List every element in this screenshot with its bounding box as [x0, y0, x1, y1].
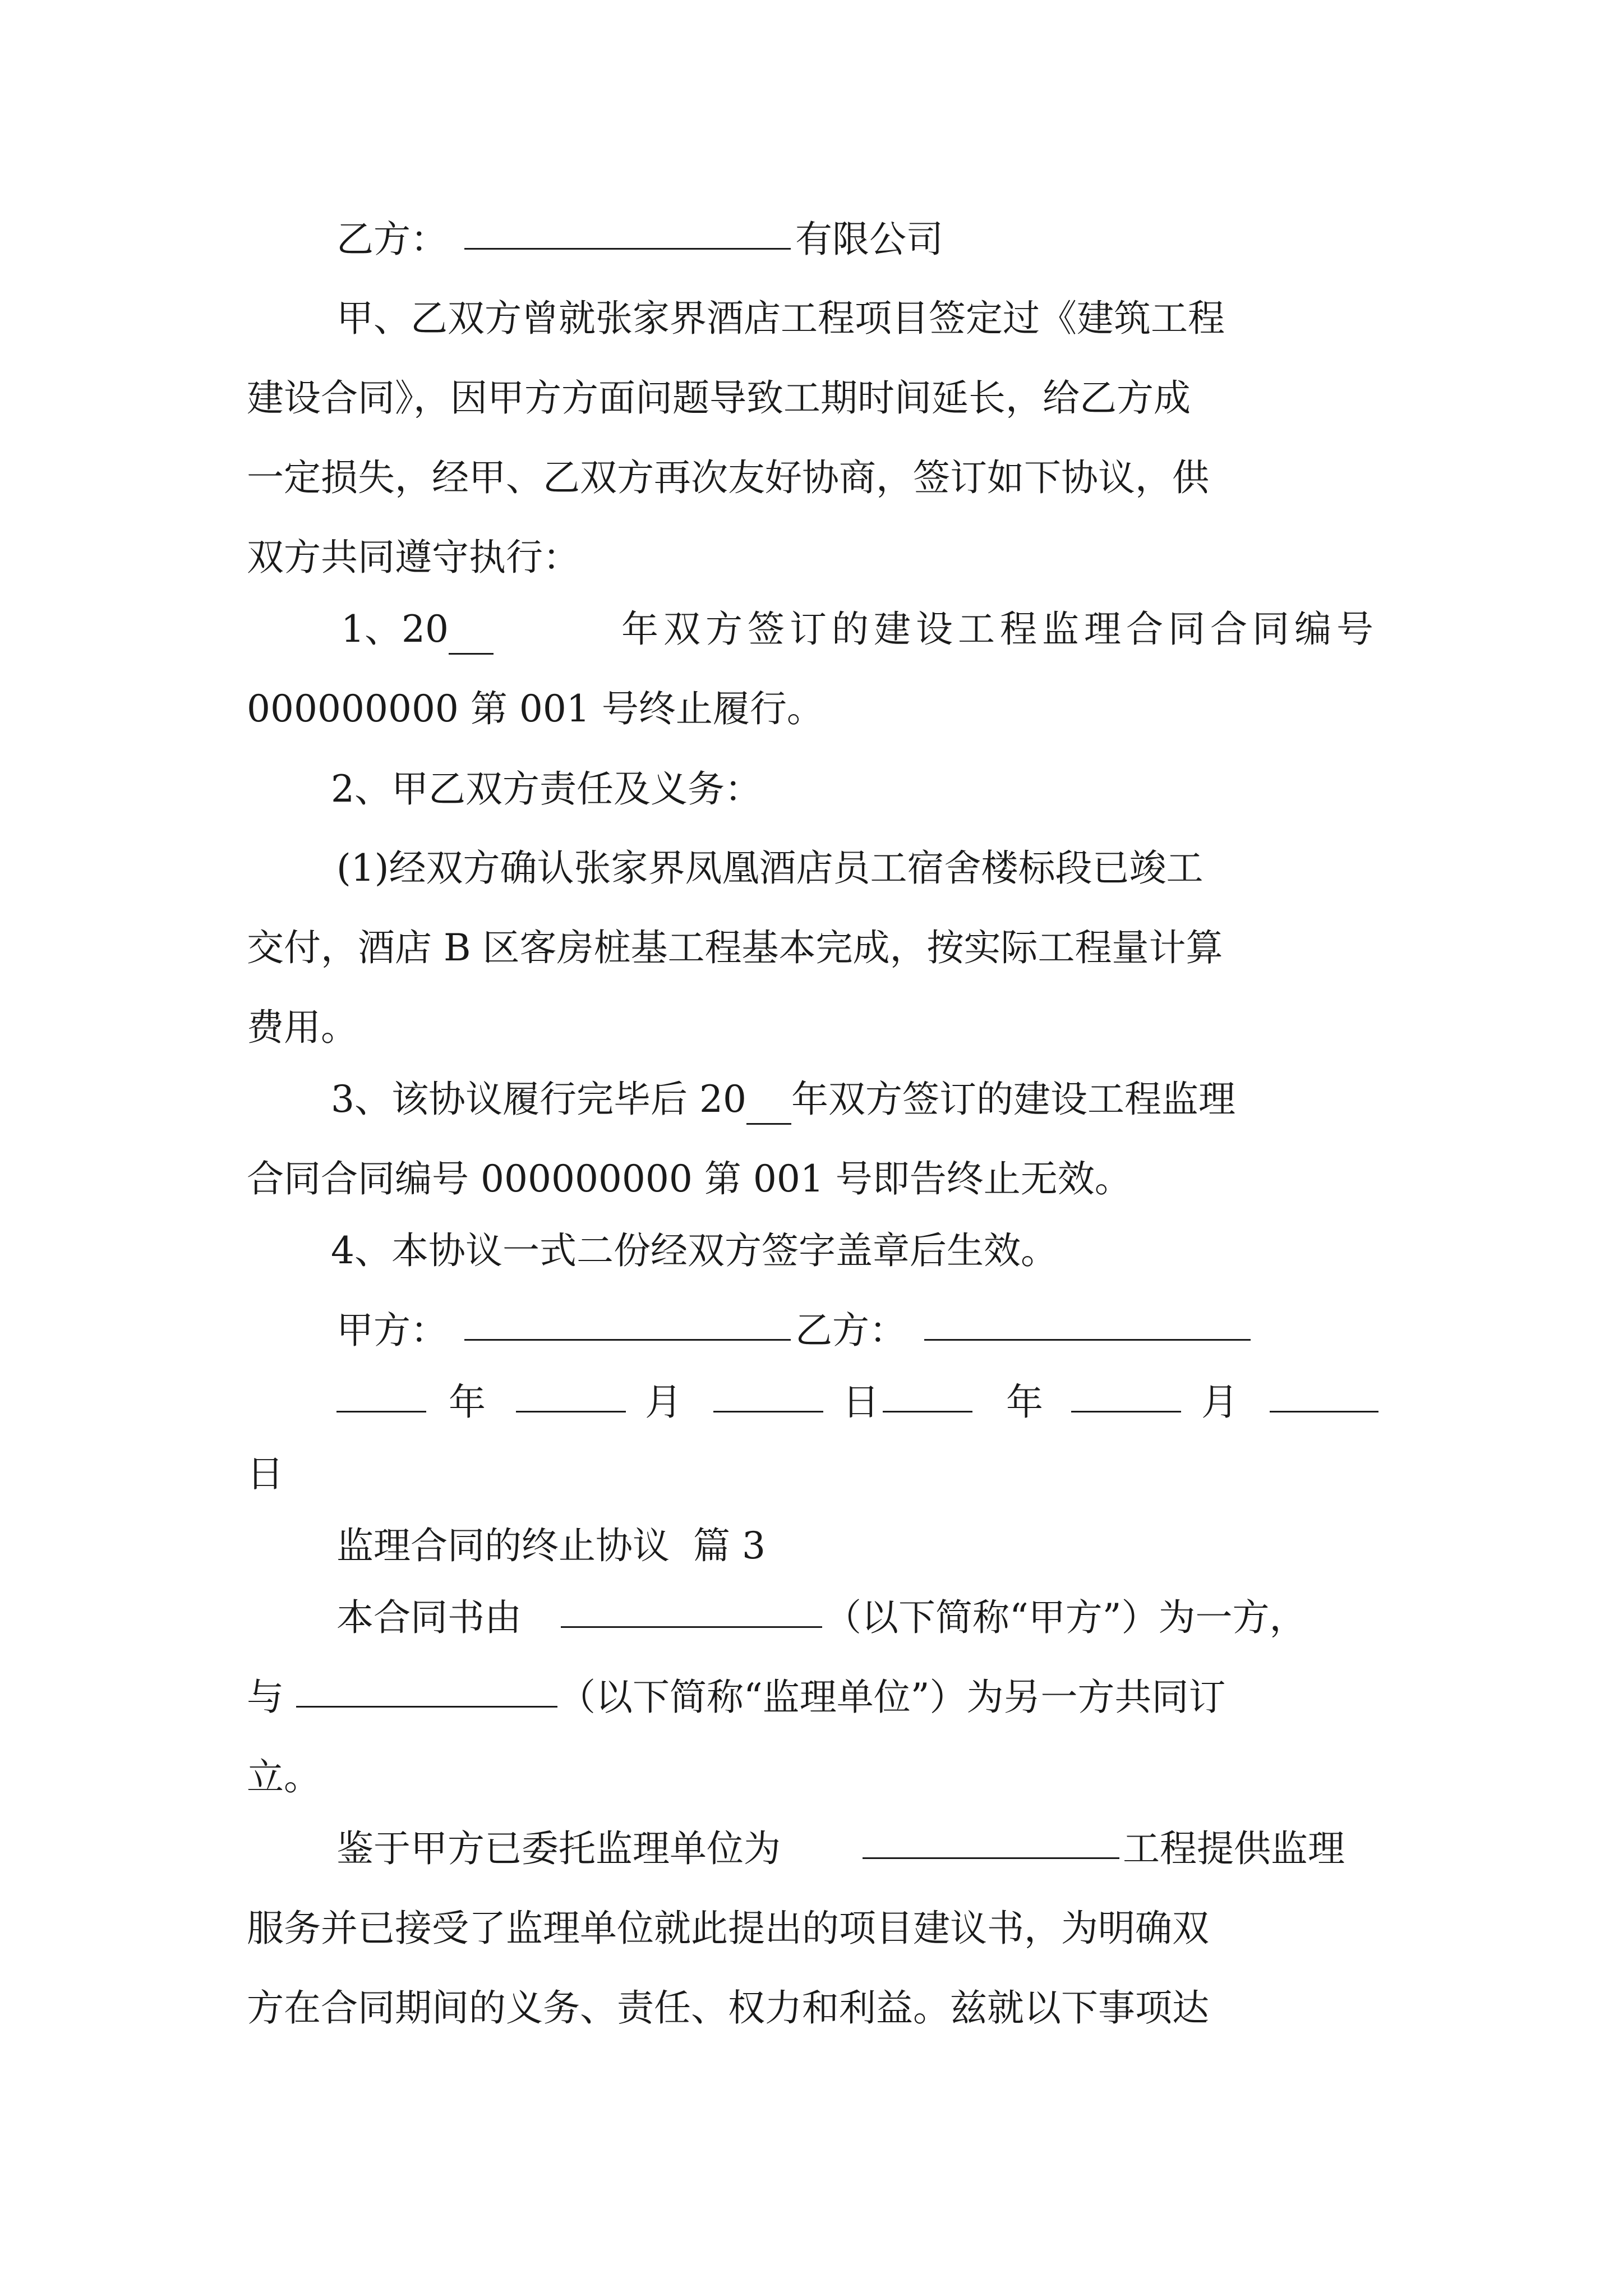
paragraph-line: 建设合同》，因甲方方面问题导致工期时间延长，给乙方成 [247, 376, 1191, 420]
whereas-line: 服务并已接受了监理单位就此提出的项目建议书，为明确双 [247, 1907, 1209, 1950]
project-name-blank [863, 1824, 1119, 1859]
month-blank [516, 1377, 626, 1412]
supervisor-name-blank [296, 1672, 557, 1708]
clause-1-suffix: 年双方签订的建设工程监理合同合同编号 [621, 608, 1378, 651]
paragraph-line: 甲、乙双方曾就张家界酒店工程项目签定过《建筑工程 [336, 297, 1225, 340]
party-a-signature-blank [464, 1305, 791, 1341]
clause-1-line [0, 604, 1623, 655]
party-b-line [0, 214, 1623, 265]
clause-3-prefix: 3、该协议履行完毕后 20 [331, 1078, 746, 1121]
clause-2-line: (1)经双方确认张家界凤凰酒店员工宿舍楼标段已竣工 [336, 846, 1204, 890]
intro-prefix: 与 [247, 1676, 284, 1719]
year-label-2: 年 [1006, 1381, 1043, 1424]
year-blank [336, 1377, 426, 1412]
party-b-label: 乙方： [336, 218, 448, 261]
clause-2-line: 2、甲乙双方责任及义务： [331, 767, 762, 811]
date-line [0, 1449, 1623, 1499]
contract-intro-line: 立。 [247, 1755, 321, 1798]
whereas-suffix: 工程提供监理 [1123, 1827, 1345, 1870]
month-blank-2 [1071, 1377, 1181, 1412]
year-label: 年 [449, 1381, 486, 1424]
whereas-line: 方在合同期间的义务、责任、权力和利益。兹就以下事项达 [247, 1986, 1209, 2030]
contract-intro-line [0, 1593, 1623, 1643]
company-name-blank [464, 214, 791, 250]
clause-1-line: 000000000 第 001 号终止履行。 [247, 687, 824, 730]
party-b-signature-blank [924, 1305, 1251, 1341]
whereas-line [0, 1824, 1623, 1874]
day-label-2: 日 [247, 1452, 284, 1496]
intro-suffix: （以下简称“甲方”）为一方， [824, 1596, 1307, 1639]
clause-2-line: 费用。 [247, 1006, 358, 1049]
intro-suffix: （以下简称“监理单位”）为另一方共同订 [559, 1676, 1226, 1719]
section-heading: 监理合同的终止协议 篇 3 [336, 1524, 766, 1567]
party-a-name-blank [561, 1593, 822, 1628]
party-b-label: 乙方： [795, 1309, 906, 1352]
clause-3-line: 合同合同编号 000000000 第 001 号即告终止无效。 [247, 1157, 1132, 1200]
party-a-label: 甲方： [336, 1309, 448, 1352]
year-blank [449, 617, 494, 655]
month-label: 月 [645, 1381, 682, 1424]
clause-2-line: 交付，酒店 B 区客房桩基工程基本完成，按实际工程量计算 [247, 926, 1223, 969]
clause-1-prefix: 1、20 [341, 608, 449, 651]
paragraph-line: 一定损失，经甲、乙双方再次友好协商，签订如下协议，供 [247, 456, 1209, 499]
year-blank-2 [883, 1377, 972, 1412]
signature-line [0, 1305, 1623, 1356]
paragraph-line: 双方共同遵守执行： [247, 536, 580, 579]
date-line [0, 1377, 1623, 1428]
month-label-2: 月 [1201, 1381, 1238, 1424]
day-blank-2 [1270, 1377, 1378, 1412]
clause-3-line [0, 1074, 1623, 1125]
whereas-prefix: 鉴于甲方已委托监理单位为 [336, 1827, 781, 1870]
clause-3-suffix: 年双方签订的建设工程监理 [791, 1078, 1235, 1121]
day-label: 日 [842, 1381, 879, 1424]
contract-intro-line [0, 1672, 1623, 1723]
day-blank [713, 1377, 823, 1412]
intro-prefix: 本合同书由 [336, 1596, 522, 1639]
clause-4-line: 4、本协议一式二份经双方签字盖章后生效。 [331, 1229, 1058, 1272]
company-suffix: 有限公司 [795, 218, 943, 261]
year-blank [746, 1087, 791, 1125]
